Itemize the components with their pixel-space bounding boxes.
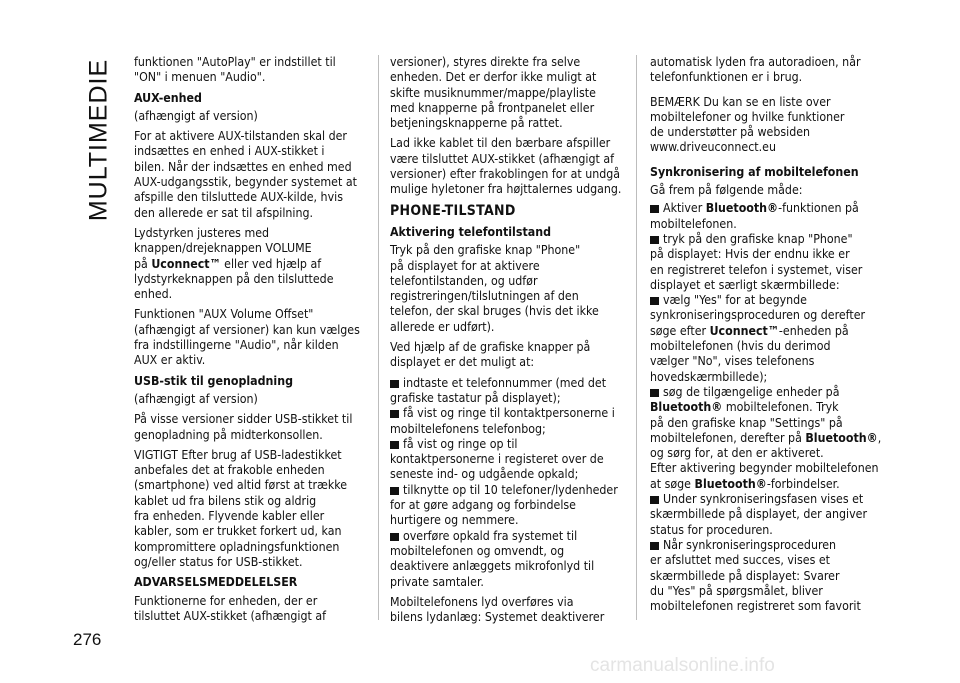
bold-term: Uconnect™ [709,323,779,338]
bullet-text: , og sørg for, at den er aktiveret. Efter aktivering begynder mobiltelefonen at søge [650,430,882,491]
bullet-icon [650,389,659,397]
column-divider [636,55,637,620]
paragraph: versioner), styres direkte fra selve enheden. Det er derfor ikke muligt at skifte musiknummer/mappe/playliste med knapperne på frontpanelet eller betjeningsknapperne på rattet. [390,55,597,131]
subheading: USB-stik til genopladning [134,373,294,388]
paragraph: funktionen "AutoPlay" er indstillet til "ON" i menuen "Audio". [134,55,336,85]
bullet-item [650,492,886,538]
bullet-text: -funktionen på mobiltelefonen. [650,201,859,231]
bullet-item [390,376,624,407]
text-column-1 [134,55,366,629]
bullet-text: vælg "Yes" for at begynde synkroniseringsproceduren og derefter søge efter [650,293,866,338]
bullet-icon [390,441,399,449]
bold-term: Bluetooth® [650,400,723,415]
page-number: 276 [73,630,102,649]
bullet-text: indtaste et telefonnummer (med det grafiske tastatur på displayet); [390,375,607,405]
bullet-item [390,437,624,483]
paragraph: Funktionen "AUX Volume Offset" (afhængigt af versioner) kan kun vælges fra indstillingerne "Audio", når kilden AUX er aktiv. [134,307,360,368]
bullet-item [390,406,624,437]
bullet-text: tryk på den grafiske knap "Phone" på displayet: Hvis der endnu ikke er en registreret telefon i systemet, viser displayet et særligt skærmbillede: [650,231,863,292]
bullet-text: tilknytte op til 10 telefoner/lydenheder for at gøre adgang og forbindelse hurtigere og nemmere. [390,482,618,528]
paragraph: automatisk lyden fra autoradioen, når telefonfunktionen er i brug. [650,55,861,85]
section-heading: PHONE-TILSTAND [390,202,516,219]
bullet-icon [390,410,399,418]
paragraph: (afhængigt af version) [134,391,258,406]
text-column-3 [650,55,886,614]
section-sidebar-label [84,54,114,226]
column-divider [378,55,379,620]
paragraph [134,226,366,302]
bold-term: Bluetooth® [694,476,767,491]
bullet-icon [390,487,399,495]
text-run: eller ved hjælp af lydstyrkeknappen på den tilsluttede enhed. [134,256,334,302]
bullet-item [390,529,624,590]
subheading: AUX-enhed [134,90,202,105]
paragraph: Gå frem på følgende måde: [650,183,803,198]
bullet-icon [650,236,659,244]
bullet-text: Når synkroniseringsproceduren er afsluttet med succes, vises et skærmbillede på displayet: Svarer du "Yes" på spørgsmålet, bliver mobiltelefonen registreret som favorit [650,537,861,614]
bullet-text: få vist og ringe til kontaktpersonerne i mobiltelefonens telefonbog; [390,406,615,436]
text-column-2 [390,55,624,630]
text-run: Lydstyrken justeres med knappen/drejeknappen VOLUME på [134,225,312,271]
bullet-item [650,538,886,614]
subheading: Aktivering telefontilstand [390,224,551,239]
watermark: carmanualsonline.info [590,655,775,676]
bullet-text: mobiltelefonen. Tryk på den grafiske knap "Settings" på mobiltelefonen, derefter på [650,400,843,445]
bullet-item [650,232,886,293]
paragraph: VIGTIGT Efter brug af USB-ladestikket anbefales det at frakoble enheden (smartphone) ved altid først at trække kablet ud fra bilens stik og aldrig fra enheden. Flyvende kabler eller kabler, som er trukket forkert ud, kan kompromittere opladningsfunktionen og/eller status for USB-stikket. [134,447,348,569]
bold-term: Bluetooth® [805,430,878,445]
section-title: MULTIMEDIE [84,58,113,222]
bullet-text: Under synkroniseringsfasen vises et skærmbillede på displayet, der angiver status for proceduren. [650,492,867,537]
bullet-icon [650,205,659,213]
bullet-text: Aktiver [663,201,706,216]
bullet-item [650,201,886,232]
bullet-item [390,483,624,529]
bullet-icon [650,496,659,504]
bullet-text: -forbindelser. [766,476,840,491]
subheading: Synkronisering af mobiltelefonen [650,164,859,179]
bullet-icon [650,542,659,550]
bullet-text: søg de tilgængelige enheder på [663,384,840,399]
paragraph: På visse versioner sidder USB-stikket til genopladning på midterkonsollen. [134,412,353,442]
paragraph: Mobiltelefonens lyd overføres via bilens lydanlæg: Systemet deaktiverer [390,594,605,625]
bullet-icon [650,297,659,305]
paragraph: For at aktivere AUX-tilstanden skal der indsættes en enhed i AUX-stikket i bilen. Når der indsættes en enhed med AUX-udgangsstik, begynder systemet at afspille den tilsluttede AUX-kilde, hvis den allerede er sat til afspilning. [134,129,357,220]
bold-term: Bluetooth® [705,201,779,216]
bullet-text: få vist og ringe op til kontaktpersonerne i registeret over de seneste ind- og udgående opkald; [390,436,604,482]
paragraph: Tryk på den grafiske knap "Phone" på displayet for at aktivere telefontilstanden, og udfør registreringen/tilslutningen af den telefon, der skal bruges (hvis det ikke allerede er udført). [390,243,599,334]
subheading: ADVARSELSMEDDELELSER [134,575,298,590]
paragraph: Ved hjælp af de grafiske knapper på displayet er det muligt at: [390,340,591,370]
bullet-text: -enheden på mobiltelefonen (hvis du derimod vælger "No", vises telefonens hovedskærmbillede); [650,323,849,384]
paragraph: Lad ikke kablet til den bærbare afspiller være tilsluttet AUX-stikket (afhængigt af versioner) efter frakoblingen for at undgå mulige hyletoner fra højttalernes udgang. [390,136,622,197]
note-paragraph: BEMÆRK Du kan se en liste over mobiltelefoner og hvilke funktioner de understøtter på websiden www.driveuconnect.eu [650,94,845,155]
bold-term: Uconnect™ [151,256,221,271]
bullet-icon [390,533,399,541]
bullet-item [650,293,886,385]
paragraph: (afhængigt af version) [134,108,258,123]
bullet-text: overføre opkald fra systemet til mobiltelefonen og omvendt, og deaktivere anlæggets mikrofonlyd til private samtaler. [390,528,595,589]
bullet-icon [390,380,399,388]
bullet-item [650,385,886,492]
paragraph: Funktionerne for enheden, der er tilsluttet AUX-stikket (afhængigt af [134,593,327,623]
